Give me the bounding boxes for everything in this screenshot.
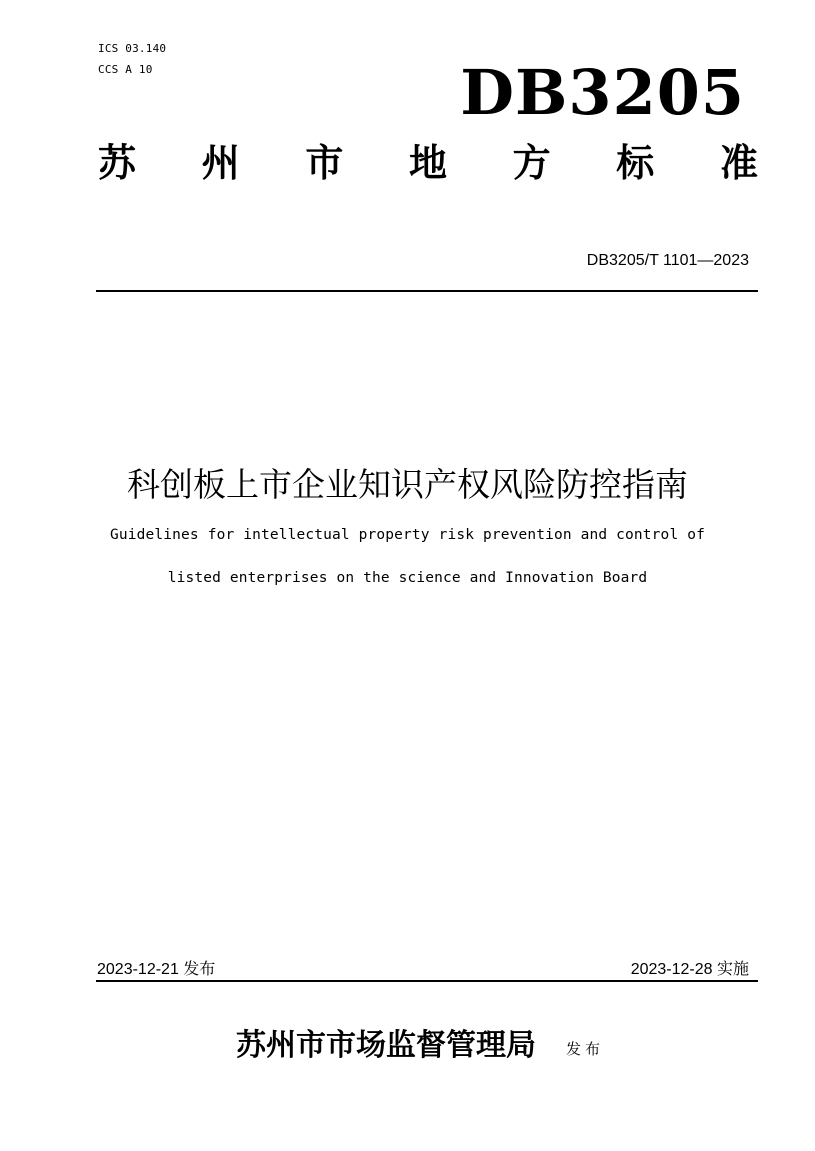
title-chinese: 科创板上市企业知识产权风险防控指南 <box>127 465 688 504</box>
publish-label: 发布 <box>566 1040 605 1058</box>
db-code: DB3205 <box>460 56 745 129</box>
standard-number: DB3205/T 1101—2023 <box>586 252 749 269</box>
publisher-name: 苏州市市场监督管理局 <box>236 1028 536 1063</box>
issue-date: 2023-12-21 发布 <box>97 961 216 978</box>
title-english-line-2: listed enterprises on the science and Innovation Board <box>167 570 648 586</box>
local-standard-char: 苏 <box>98 140 137 185</box>
local-standard-char: 州 <box>201 140 240 185</box>
local-standard-char: 市 <box>305 140 344 185</box>
local-standard-char: 地 <box>408 140 447 185</box>
local-standard-char: 标 <box>616 140 655 185</box>
implementation-date: 2023-12-28 实施 <box>630 961 749 978</box>
local-standard-char: 方 <box>512 140 551 185</box>
ccs-code: CCS A 10 <box>98 63 153 76</box>
top-divider <box>96 290 758 292</box>
local-standard-char: 准 <box>719 140 758 185</box>
title-english-line-1: Guidelines for intellectual property risk prevention and control of <box>110 527 705 543</box>
bottom-divider <box>96 980 758 982</box>
ics-code: ICS 03.140 <box>98 42 167 55</box>
local-standard-heading <box>98 138 758 188</box>
